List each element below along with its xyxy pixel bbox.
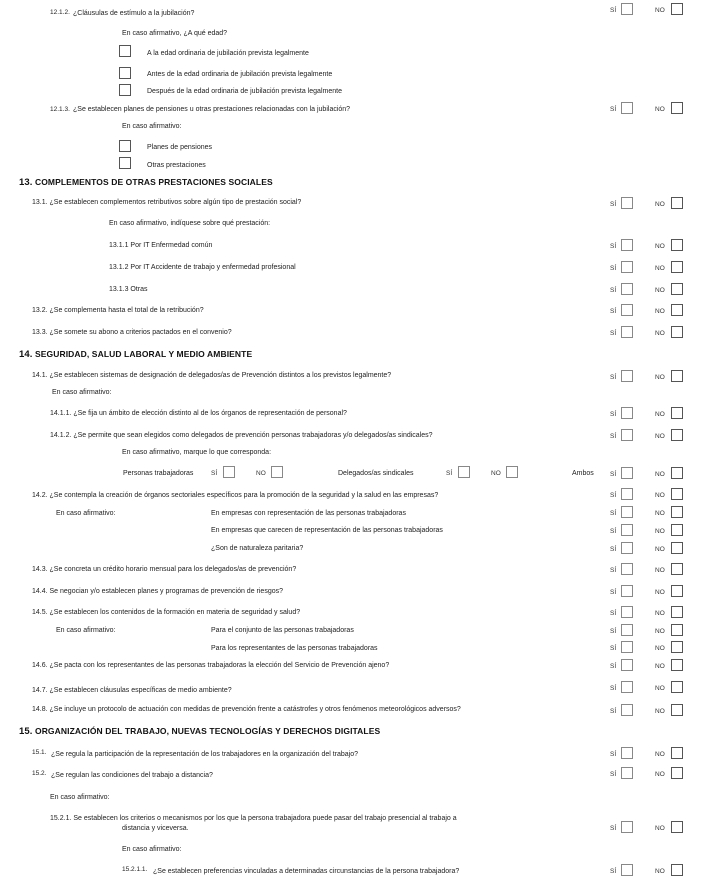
q142-text: 14.2. ¿Se contempla la creación de órganos sectoriales específicos para la promoción de la seguridad y la salud en las empresas?: [32, 492, 439, 499]
q131-no-checkbox[interactable]: [671, 197, 683, 209]
q1312-yes-label: SÍ: [610, 265, 617, 272]
q151-no-checkbox[interactable]: [671, 747, 683, 759]
q145-opt1-no-checkbox[interactable]: [671, 624, 683, 636]
q145-no-checkbox[interactable]: [671, 606, 683, 618]
q145-opt2-no-label: NO: [655, 645, 665, 652]
q1213-no-label: NO: [655, 106, 665, 113]
q144-text: 14.4. Se negocian y/o establecen planes y programas de prevención de riesgos?: [32, 588, 283, 595]
q131-yes-checkbox[interactable]: [621, 197, 633, 209]
q142-opt1-no-label: NO: [655, 510, 665, 517]
q151-text: ¿Se regula la participación de la representación de los trabajadores en la organización del trabajo?: [51, 751, 359, 758]
section-14-title: SEGURIDAD, SALUD LABORAL Y MEDIO AMBIENTE: [34, 349, 253, 359]
q1213-yes-checkbox[interactable]: [621, 102, 633, 114]
q145-text: 14.5. ¿Se establecen los contenidos de la formación en materia de seguridad y salud?: [32, 609, 301, 616]
q1213-yes-label: SÍ: [610, 106, 617, 113]
q152-yes-checkbox[interactable]: [621, 767, 633, 779]
q142-option-1: En empresas con representación de las personas trabajadoras: [211, 510, 406, 517]
q145-opt1-no-label: NO: [655, 628, 665, 635]
q147-text: 14.7. ¿Se establecen cláusulas específicas de medio ambiente?: [32, 687, 232, 694]
q133-yes-checkbox[interactable]: [621, 326, 633, 338]
q1212-option-1: A la edad ordinaria de jubilación prevista legalmente: [147, 50, 309, 57]
q1521-text-line-2: distancia y viceversa.: [122, 825, 189, 832]
q1412-no-label: NO: [655, 433, 665, 440]
q148-no-label: NO: [655, 708, 665, 715]
q1411-text: 14.1.1. ¿Se fija un ámbito de elección distinto al de los órganos de representación de personal?: [50, 410, 347, 417]
q15211-no-label: NO: [655, 868, 665, 875]
q147-yes-label: SÍ: [610, 685, 617, 692]
q144-yes-checkbox[interactable]: [621, 585, 633, 597]
q1212-yes-label: SÍ: [610, 7, 617, 14]
q1313-yes-label: SÍ: [610, 287, 617, 294]
q1213-option-1: Planes de pensiones: [147, 144, 212, 151]
q1311-yes-checkbox[interactable]: [621, 239, 633, 251]
q145-yes-label: SÍ: [610, 610, 617, 617]
q142-subtitle: En caso afirmativo:: [56, 510, 116, 517]
section-14-heading: [19, 349, 252, 360]
q1213-option-2-checkbox[interactable]: [119, 157, 131, 169]
q1312-no-label: NO: [655, 265, 665, 272]
q1521-subtitle: En caso afirmativo:: [122, 846, 182, 853]
q131-text: 13.1. ¿Se establecen complementos retributivos sobre algún tipo de prestación social?: [32, 199, 302, 206]
q151-no-label: NO: [655, 751, 665, 758]
section-13-title: COMPLEMENTOS DE OTRAS PRESTACIONES SOCIALES: [34, 177, 273, 187]
q146-yes-checkbox[interactable]: [621, 659, 633, 671]
q143-no-checkbox[interactable]: [671, 563, 683, 575]
q151-yes-label: SÍ: [610, 751, 617, 758]
q152-no-checkbox[interactable]: [671, 767, 683, 779]
q133-no-label: NO: [655, 330, 665, 337]
delegados-no-label: NO: [491, 470, 501, 477]
q145-opt1-yes-checkbox[interactable]: [621, 624, 633, 636]
q142-opt1-yes-checkbox[interactable]: [621, 506, 633, 518]
q141-text: 14.1. ¿Se establecen sistemas de designación de delegados/as de Prevención distintos a los previstos legalmente?: [32, 372, 392, 379]
q1313-text: 13.1.3 Otras: [109, 286, 148, 293]
q1521-yes-label: SÍ: [610, 825, 617, 832]
q1313-no-label: NO: [655, 287, 665, 294]
q142-option-3: ¿Son de naturaleza paritaria?: [211, 545, 304, 552]
q145-opt2-no-checkbox[interactable]: [671, 641, 683, 653]
delegados-yes-label: SÍ: [446, 470, 453, 477]
q142-opt1-no-checkbox[interactable]: [671, 506, 683, 518]
q144-yes-label: SÍ: [610, 589, 617, 596]
q1311-no-checkbox[interactable]: [671, 239, 683, 251]
q141-no-label: NO: [655, 374, 665, 381]
section-13-heading: [19, 177, 273, 188]
q1412-yes-checkbox[interactable]: [621, 429, 633, 441]
q142-opt2-yes-label: SÍ: [610, 528, 617, 535]
q1212-subtitle: En caso afirmativo, ¿A qué edad?: [122, 30, 228, 37]
q145-opt1-yes-label: SÍ: [610, 628, 617, 635]
q1411-yes-label: SÍ: [610, 411, 617, 418]
q1212-number: 12.1.2.: [50, 9, 70, 16]
q152-text: ¿Se regulan las condiciones del trabajo a distancia?: [51, 772, 213, 779]
q132-no-checkbox[interactable]: [671, 304, 683, 316]
q141-subtitle: En caso afirmativo:: [52, 389, 112, 396]
q1312-text: 13.1.2 Por IT Accidente de trabajo y enfermedad profesional: [109, 264, 296, 271]
q1521-yes-checkbox[interactable]: [621, 821, 633, 833]
q1213-no-checkbox[interactable]: [671, 102, 683, 114]
q151-number: 15.1.: [32, 749, 47, 756]
section-14-number: 14.: [19, 349, 33, 360]
q1212-option-2-checkbox[interactable]: [119, 67, 131, 79]
q142-opt2-yes-checkbox[interactable]: [621, 524, 633, 536]
q146-no-checkbox[interactable]: [671, 659, 683, 671]
personas-no-checkbox[interactable]: [271, 466, 283, 478]
q1412-option-ambos: Ambos: [572, 470, 594, 477]
q133-text: 13.3. ¿Se somete su abono a criterios pactados en el convenio?: [32, 329, 232, 336]
q132-text: 13.2. ¿Se complementa hasta el total de la retribución?: [32, 307, 204, 314]
q1312-yes-checkbox[interactable]: [621, 261, 633, 273]
section-15-heading: [19, 726, 380, 737]
q145-opt2-yes-label: SÍ: [610, 645, 617, 652]
personas-yes-checkbox[interactable]: [223, 466, 235, 478]
q1313-yes-checkbox[interactable]: [621, 283, 633, 295]
q152-number: 15.2.: [32, 770, 47, 777]
q132-no-label: NO: [655, 308, 665, 315]
section-15-number: 15.: [19, 726, 33, 737]
q144-no-label: NO: [655, 589, 665, 596]
personas-yes-label: SÍ: [211, 470, 218, 477]
q148-text: 14.8. ¿Se incluye un protocolo de actuación con medidas de prevención frente a catástrofes y otros fenómenos meteorológicos adversos?: [32, 706, 461, 713]
q1311-yes-label: SÍ: [610, 243, 617, 250]
q15211-yes-checkbox[interactable]: [621, 864, 633, 876]
q147-no-label: NO: [655, 685, 665, 692]
q143-yes-label: SÍ: [610, 567, 617, 574]
q142-no-label: NO: [655, 492, 665, 499]
q1212-yes-checkbox[interactable]: [621, 3, 633, 15]
q141-yes-checkbox[interactable]: [621, 370, 633, 382]
q1213-option-1-checkbox[interactable]: [119, 140, 131, 152]
q1212-option-2: Antes de la edad ordinaria de jubilación prevista legalmente: [147, 71, 333, 78]
q143-text: 14.3. ¿Se concreta un crédito horario mensual para los delegados/as de prevención?: [32, 566, 297, 573]
q145-yes-checkbox[interactable]: [621, 606, 633, 618]
q152-yes-label: SÍ: [610, 771, 617, 778]
section-13-number: 13.: [19, 177, 33, 188]
q144-no-checkbox[interactable]: [671, 585, 683, 597]
q142-yes-checkbox[interactable]: [621, 488, 633, 500]
q133-yes-label: SÍ: [610, 330, 617, 337]
q1412-subtitle: En caso afirmativo, marque lo que corresponda:: [122, 449, 272, 456]
q145-opt2-yes-checkbox[interactable]: [621, 641, 633, 653]
q1411-yes-checkbox[interactable]: [621, 407, 633, 419]
q1521-no-label: NO: [655, 825, 665, 832]
q1212-no-checkbox[interactable]: [671, 3, 683, 15]
q131-yes-label: SÍ: [610, 201, 617, 208]
q148-yes-label: SÍ: [610, 708, 617, 715]
q1412-text: 14.1.2. ¿Se permite que sean elegidos como delegados de prevención personas trabajadoras y/o delegados/as sindicales?: [50, 432, 433, 439]
q148-yes-checkbox[interactable]: [621, 704, 633, 716]
q1212-option-1-checkbox[interactable]: [119, 45, 131, 57]
q131-no-label: NO: [655, 201, 665, 208]
q142-opt3-yes-label: SÍ: [610, 546, 617, 553]
q131-subtitle: En caso afirmativo, indíquese sobre qué prestación:: [109, 220, 271, 227]
personas-no-label: NO: [256, 470, 266, 477]
q1412-yes-label: SÍ: [610, 433, 617, 440]
ambos-no-checkbox[interactable]: [671, 467, 683, 479]
q1311-text: 13.1.1 Por IT Enfermedad común: [109, 242, 213, 249]
q1412-no-checkbox[interactable]: [671, 429, 683, 441]
q145-no-label: NO: [655, 610, 665, 617]
q141-yes-label: SÍ: [610, 374, 617, 381]
q142-opt1-yes-label: SÍ: [610, 510, 617, 517]
q146-yes-label: SÍ: [610, 663, 617, 670]
q146-text: 14.6. ¿Se pacta con los representantes de las personas trabajadoras la elección del Servicio de Prevención ajeno?: [32, 662, 390, 669]
q147-no-checkbox[interactable]: [671, 681, 683, 693]
q151-yes-checkbox[interactable]: [621, 747, 633, 759]
q1521-text-line-1: 15.2.1. Se establecen los criterios o mecanismos por los que la persona trabajadora puede pasar del trabajo presencial al trabajo a: [50, 815, 457, 822]
q145-subtitle: En caso afirmativo:: [56, 627, 116, 634]
ambos-yes-checkbox[interactable]: [621, 467, 633, 479]
q1212-no-label: NO: [655, 7, 665, 14]
q15211-number: 15.2.1.1.: [122, 866, 148, 873]
q132-yes-checkbox[interactable]: [621, 304, 633, 316]
q142-opt2-no-label: NO: [655, 528, 665, 535]
q1313-no-checkbox[interactable]: [671, 283, 683, 295]
q142-no-checkbox[interactable]: [671, 488, 683, 500]
q1312-no-checkbox[interactable]: [671, 261, 683, 273]
q141-no-checkbox[interactable]: [671, 370, 683, 382]
q152-no-label: NO: [655, 771, 665, 778]
delegados-no-checkbox[interactable]: [506, 466, 518, 478]
q1213-subtitle: En caso afirmativo:: [122, 123, 182, 130]
q143-yes-checkbox[interactable]: [621, 563, 633, 575]
q1212-option-3-checkbox[interactable]: [119, 84, 131, 96]
q15211-yes-label: SÍ: [610, 868, 617, 875]
q1213-text: ¿Se establecen planes de pensiones u otras prestaciones relacionadas con la jubilación?: [73, 106, 351, 113]
q1213-option-2: Otras prestaciones: [147, 162, 206, 169]
q148-no-checkbox[interactable]: [671, 704, 683, 716]
q143-no-label: NO: [655, 567, 665, 574]
ambos-yes-label: SÍ: [610, 471, 617, 478]
q142-opt3-no-label: NO: [655, 546, 665, 553]
delegados-yes-checkbox[interactable]: [458, 466, 470, 478]
q1212-text: ¿Cláusulas de estímulo a la jubilación?: [73, 10, 195, 17]
q133-no-checkbox[interactable]: [671, 326, 683, 338]
q142-opt2-no-checkbox[interactable]: [671, 524, 683, 536]
section-15-title: ORGANIZACIÓN DEL TRABAJO, NUEVAS TECNOLOGÍAS Y DERECHOS DIGITALES: [34, 726, 381, 736]
q142-opt3-yes-checkbox[interactable]: [621, 542, 633, 554]
q1412-option-personas: Personas trabajadoras: [123, 470, 194, 477]
q1212-option-3: Después de la edad ordinaria de jubilación prevista legalmente: [147, 88, 342, 95]
q142-option-2: En empresas que carecen de representación de las personas trabajadoras: [211, 527, 443, 534]
q146-no-label: NO: [655, 663, 665, 670]
q142-opt3-no-checkbox[interactable]: [671, 542, 683, 554]
q132-yes-label: SÍ: [610, 308, 617, 315]
q1412-option-delegados: Delegados/as sindicales: [338, 470, 414, 477]
q1311-no-label: NO: [655, 243, 665, 250]
q152-subtitle: En caso afirmativo:: [50, 794, 110, 801]
q1521-no-checkbox[interactable]: [671, 821, 683, 833]
q147-yes-checkbox[interactable]: [621, 681, 633, 693]
q1411-no-checkbox[interactable]: [671, 407, 683, 419]
ambos-no-label: NO: [655, 471, 665, 478]
q15211-text: ¿Se establecen preferencias vinculadas a determinadas circunstancias de la persona trabajadora?: [153, 868, 460, 875]
q15211-no-checkbox[interactable]: [671, 864, 683, 876]
q1411-no-label: NO: [655, 411, 665, 418]
q1213-number: 12.1.3.: [50, 106, 70, 113]
q145-option-2: Para los representantes de las personas trabajadoras: [211, 645, 378, 652]
q145-option-1: Para el conjunto de las personas trabajadoras: [211, 627, 354, 634]
q142-yes-label: SÍ: [610, 492, 617, 499]
